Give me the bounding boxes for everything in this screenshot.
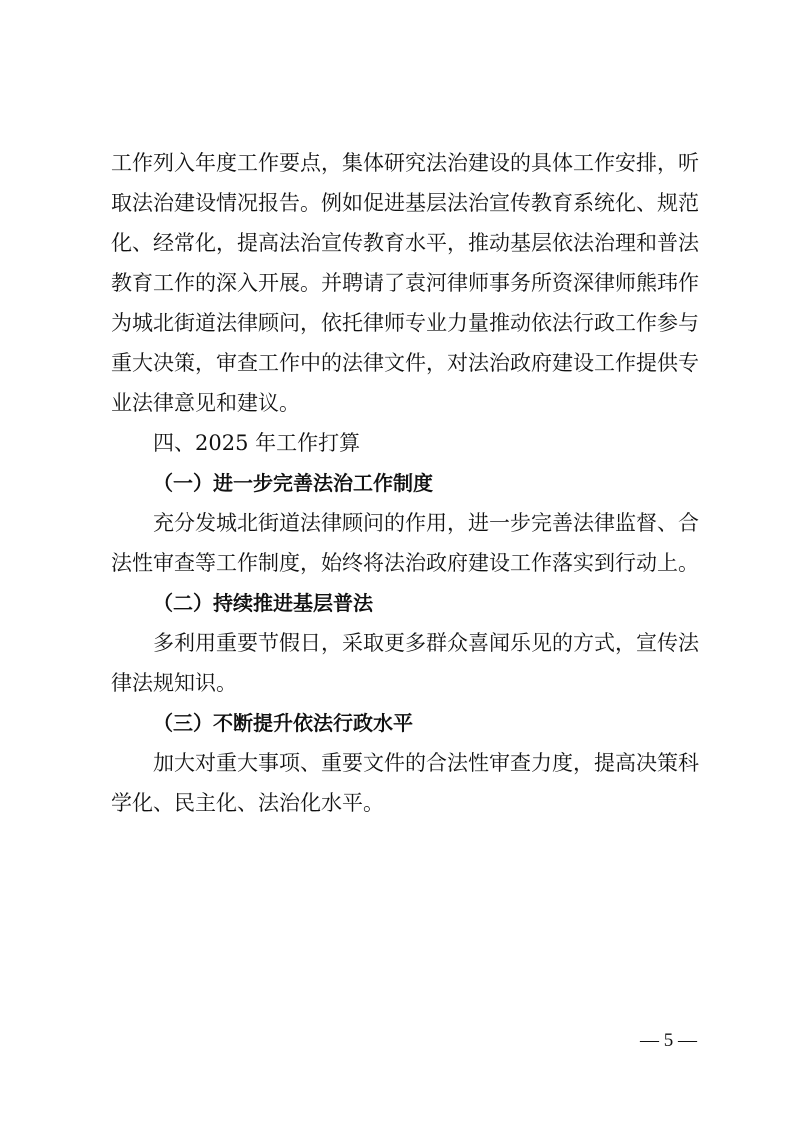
page-number: — 5 — <box>640 1030 697 1051</box>
subsection-heading-2: （二）持续推进基层普法 <box>153 591 373 615</box>
text-line: 重 大 决 策 ， 审 查 工 作 中 的 法 律 文 件 ， 对 法 治 政 府 建 设 工 作 提 供 专 <box>111 351 699 375</box>
text-line: 取 法 治 建 设 情 况 报 告 。 例 如 促 进 基 层 法 治 宣 传 教 育 系 统 化 、 规 范 <box>111 191 699 215</box>
subsection-heading-1: （一）进一步完善法治工作制度 <box>153 471 433 495</box>
text-line: 多 利 用 重 要 节 假 日 ， 采 取 更 多 群 众 喜 闻 乐 见 的 方 式 ， 宣 传 法 <box>153 631 699 655</box>
text-line: 加 大 对 重 大 事 项 、 重 要 文 件 的 合 法 性 审 查 力 度 ， 提 高 决 策 科 <box>153 751 699 775</box>
page-body <box>111 143 697 823</box>
subsection-heading-3: （三）不断提升依法行政水平 <box>153 711 413 735</box>
text-line: 工 作 列 入 年 度 工 作 要 点 ， 集 体 研 究 法 治 建 设 的 具 体 工 作 安 排 ， 听 <box>111 151 699 175</box>
text-line: 教 育 工 作 的 深 入 开 展 。 并 聘 请 了 袁 河 律 师 事 务 所 资 深 律 师 熊 玮 作 <box>111 271 699 295</box>
text-line: 充 分 发 城 北 街 道 法 律 顾 问 的 作 用 ， 进 一 步 完 善 法 律 监 督 、 合 <box>153 511 699 535</box>
paragraph-legal-advisor <box>111 143 697 423</box>
paragraph-subsection-1 <box>111 503 697 583</box>
paragraph-subsection-3 <box>111 743 697 823</box>
text-line: 为 城 北 街 道 法 律 顾 问 ， 依 托 律 师 专 业 力 量 推 动 依 法 行 政 工 作 参 与 <box>111 311 699 335</box>
paragraph-subsection-2 <box>111 623 697 703</box>
text-line: 律法规知识。 <box>111 671 237 695</box>
text-line: 业法律意见和建议。 <box>111 391 300 415</box>
text-line: 法性审查等工作制度，始终将法治政府建设工作落实到行动上。 <box>111 551 699 575</box>
text-line: 学化、民主化、法治化水平。 <box>111 791 384 815</box>
section-heading-work-plan: 四、2025 年工作打算 <box>153 431 361 455</box>
text-line: 化 、 经 常 化 ， 提 高 法 治 宣 传 教 育 水 平 ， 推 动 基 层 依 法 治 理 和 普 法 <box>111 231 699 255</box>
